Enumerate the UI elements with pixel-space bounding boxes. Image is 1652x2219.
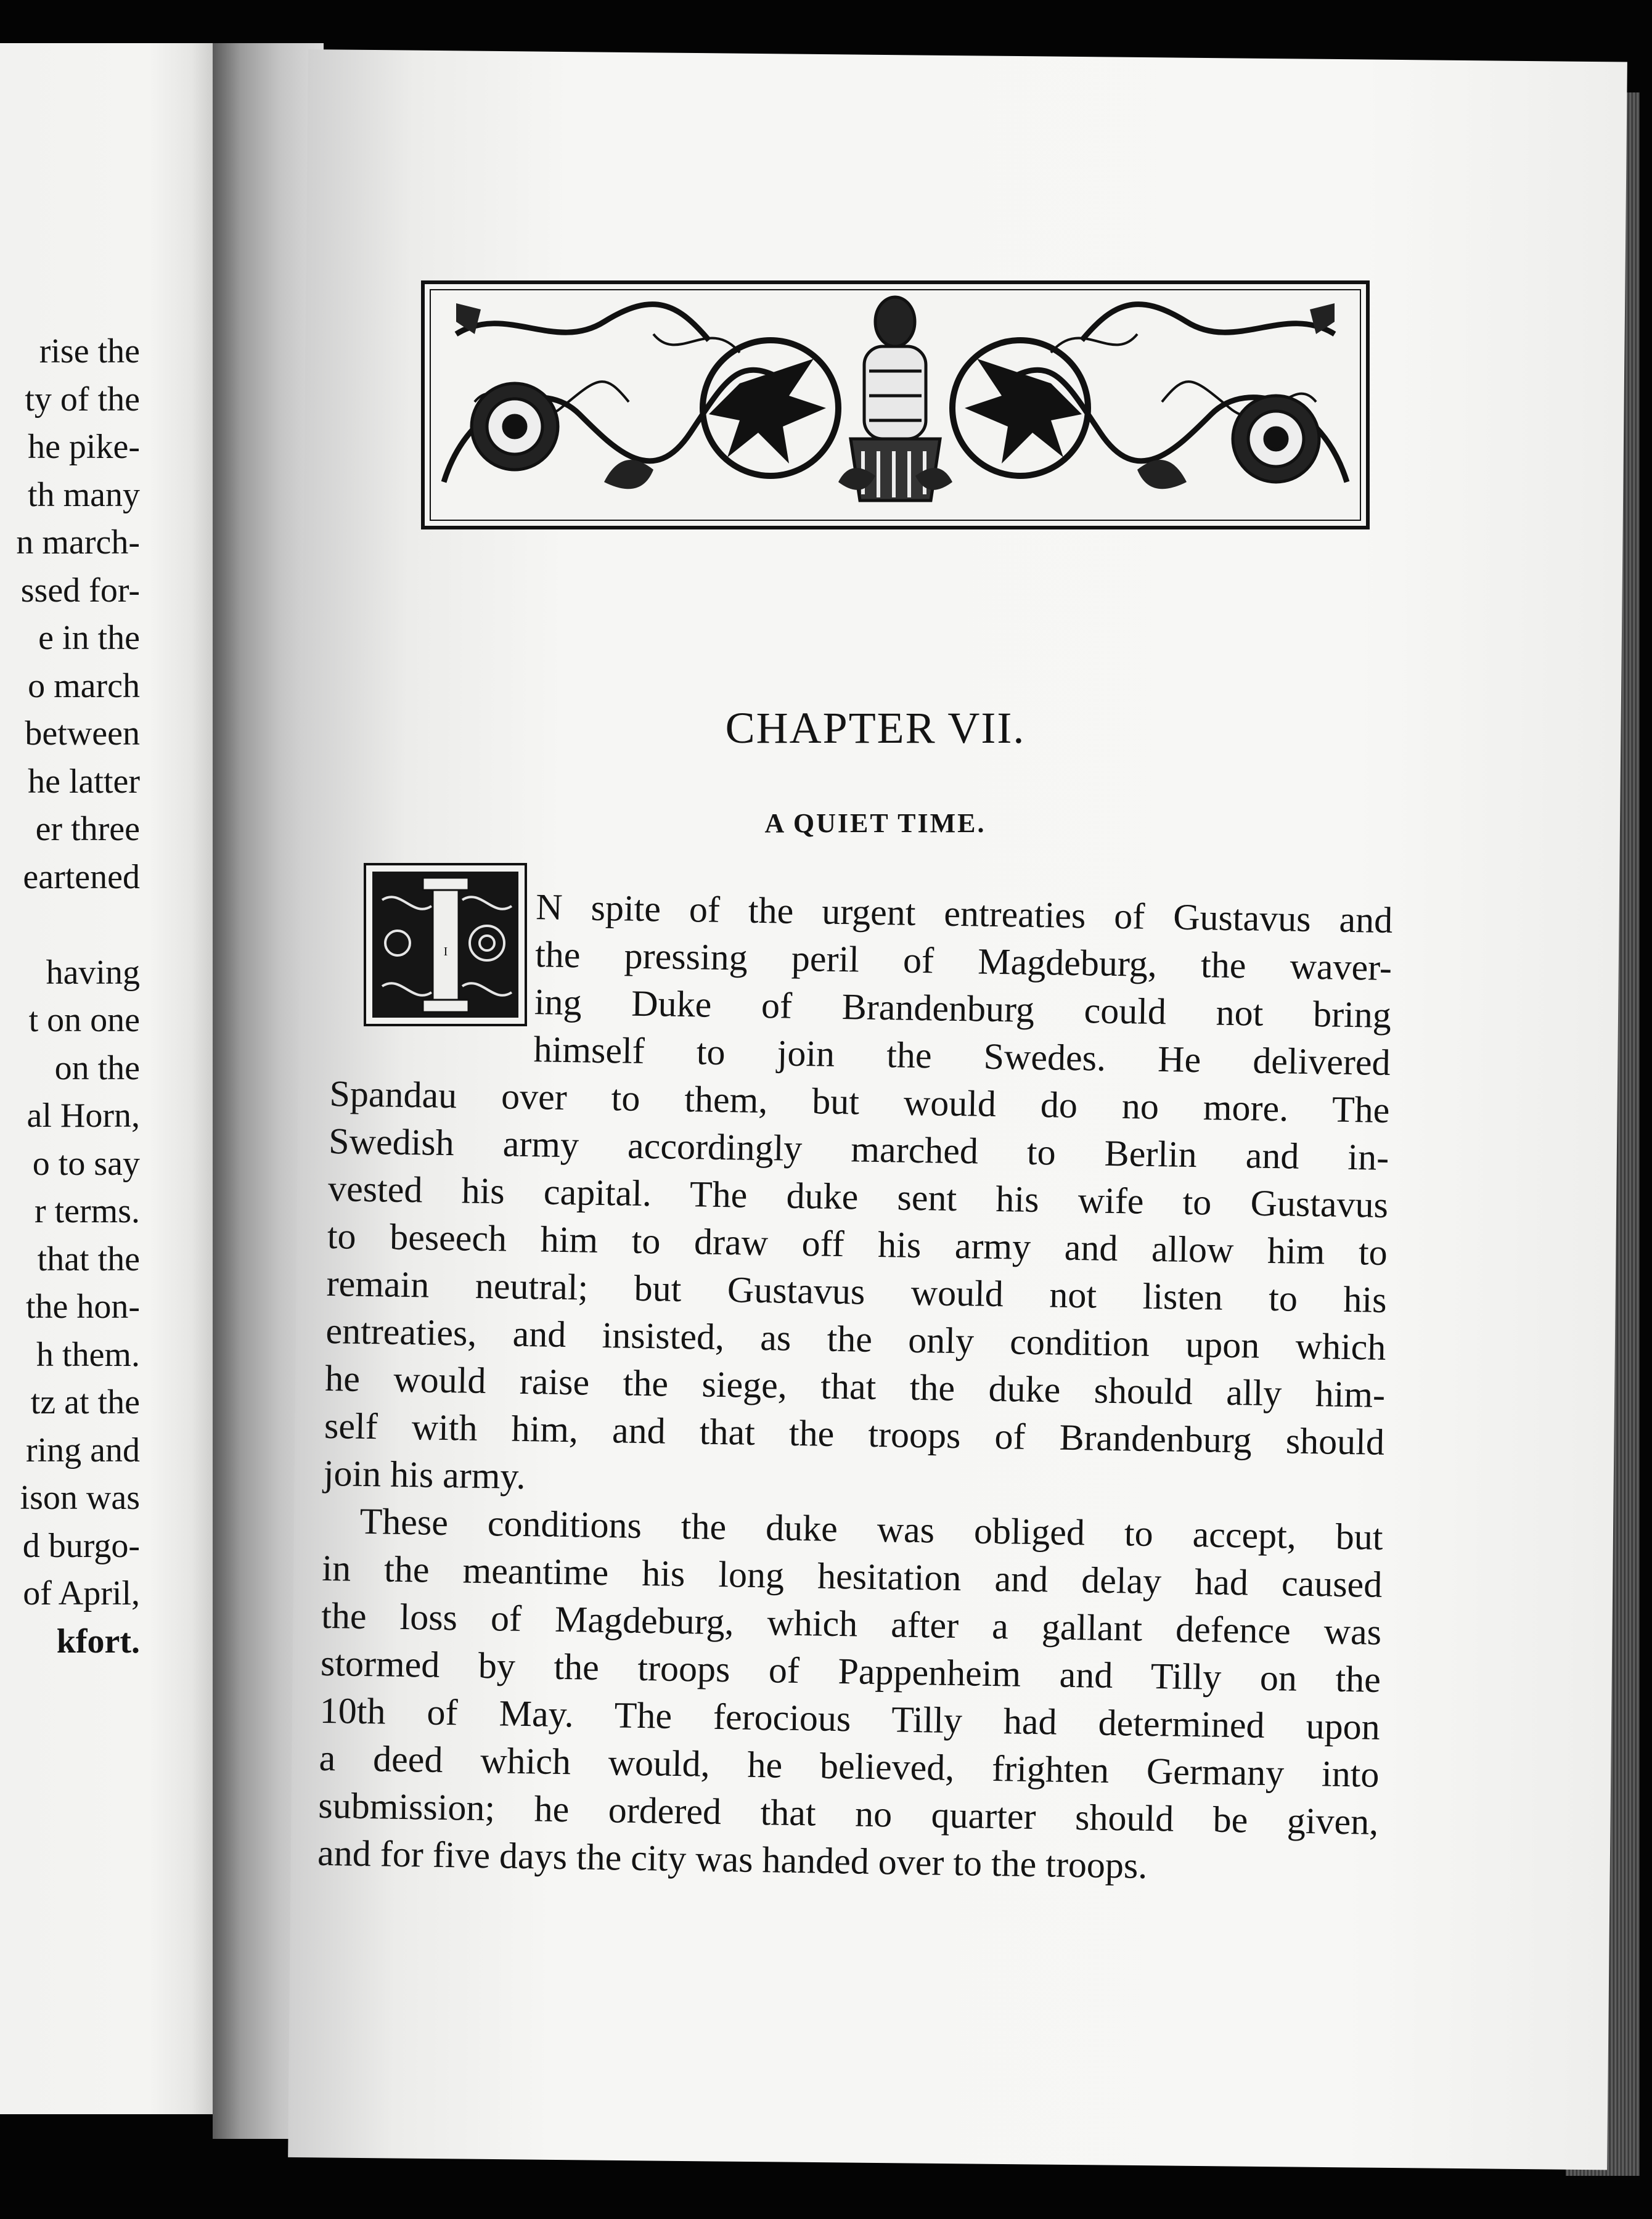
previous-page-line: between — [25, 714, 140, 753]
previous-page-line: ty of the — [25, 380, 140, 419]
previous-page-line: n march- — [16, 523, 140, 562]
body-line: join his army. — [323, 1452, 526, 1497]
body-line: a deed which would, he believed, frighten Germany into — [319, 1737, 1380, 1795]
previous-page-line: h them. — [36, 1335, 140, 1374]
body-line: to beseech him to draw off his army and allow him to — [327, 1215, 1388, 1273]
body-line: submission; he ordered that no quarter should be given, — [317, 1784, 1379, 1842]
previous-page-line: r terms. — [34, 1192, 140, 1230]
body-line: stormed by the troops of Pappenheim and Tilly on the — [320, 1642, 1381, 1700]
previous-page-line: o march — [28, 666, 140, 705]
previous-page-line: o to say — [32, 1144, 140, 1183]
body-line: remain neutral; but Gustavus would not listen to his — [326, 1262, 1388, 1320]
previous-page-line: having — [46, 953, 140, 992]
previous-page-line: kfort. — [56, 1622, 140, 1661]
previous-page-line: of April, — [23, 1574, 140, 1612]
previous-page-fragment — [0, 43, 213, 2114]
body-line: Swedish army accordingly marched to Berlin and in- — [328, 1120, 1389, 1178]
body-line: the pressing peril of Magdeburg, the waver- — [534, 934, 1392, 988]
ornamental-headpiece — [419, 279, 1372, 531]
previous-page-line: on the — [54, 1048, 140, 1087]
chapter-subtitle: A QUIET TIME. — [764, 808, 986, 838]
body-line: he would raise the siege, that the duke should ally him- — [324, 1357, 1386, 1415]
body-line: himself to join the Swedes. He delivered — [533, 1029, 1391, 1083]
previous-page-line: that the — [37, 1240, 140, 1278]
body-line: Spandau over to them, but would do no more. The — [329, 1073, 1390, 1130]
body-line: These conditions the duke was obliged to accept, but — [359, 1500, 1383, 1558]
previous-page-line: he pike- — [28, 428, 140, 466]
previous-page-line: th many — [28, 475, 140, 514]
previous-page-line: the hon- — [25, 1288, 140, 1326]
previous-page-line: ison was — [20, 1479, 140, 1517]
previous-page-line: al Horn, — [27, 1097, 140, 1135]
chapter-body-text — [317, 880, 1393, 1894]
previous-page-line: d burgo- — [22, 1526, 140, 1565]
body-line: the loss of Magdeburg, which after a gallant defence was — [321, 1595, 1382, 1653]
previous-page-line: ssed for- — [20, 571, 140, 610]
previous-page-line: he latter — [28, 762, 140, 801]
body-line: and for five days the city was handed over to the troops. — [317, 1832, 1148, 1886]
body-line: N spite of the urgent entreaties of Gustavus and — [535, 886, 1393, 941]
previous-page-line: tz at the — [30, 1383, 140, 1421]
body-line: 10th of May. The ferocious Tilly had determined upon — [319, 1690, 1381, 1747]
chapter-title: CHAPTER VII. — [725, 703, 1026, 753]
previous-page-line: e in the — [38, 619, 140, 657]
body-line: self with him, and that the troops of Brandenburg should — [324, 1405, 1385, 1463]
previous-page-line: er three — [35, 810, 140, 848]
body-line: ing Duke of Brandenburg could not bring — [534, 981, 1392, 1036]
drop-cap-letter: I — [443, 945, 448, 958]
previous-page-text — [0, 328, 140, 1665]
previous-page-line: eartened — [23, 857, 140, 896]
previous-page-line — [0, 901, 140, 949]
previous-page-line: t on one — [28, 1001, 140, 1039]
previous-page-line: ring and — [25, 1431, 140, 1469]
previous-page-line: rise the — [39, 332, 140, 370]
body-line: entreaties, and insisted, as the only condition upon which — [325, 1310, 1386, 1368]
body-line: vested his capital. The duke sent his wife to Gustavus — [327, 1167, 1389, 1225]
body-line: in the meantime his long hesitation and delay had caused — [321, 1547, 1383, 1605]
